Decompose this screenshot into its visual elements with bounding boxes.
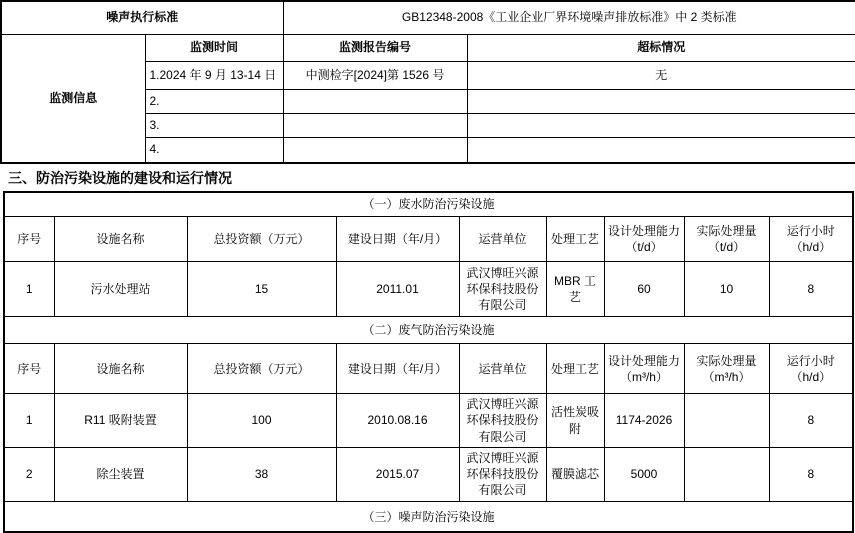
cell-process: 覆膜滤芯 (546, 447, 604, 501)
monitoring-report-cell (283, 137, 467, 163)
monitoring-time-header: 监测时间 (145, 34, 283, 61)
cell-seq: 1 (4, 394, 54, 448)
col-header-process: 处理工艺 (546, 217, 604, 262)
cell-investment: 38 (187, 447, 336, 501)
water-header-row (4, 217, 853, 262)
col-header-investment: 总投资额（万元） (187, 217, 336, 262)
cell-actual-capacity (684, 394, 769, 448)
cell-run-hours: 8 (769, 447, 853, 501)
gas-band-row (4, 317, 853, 344)
cell-design-capacity: 60 (604, 262, 684, 317)
cell-facility-name: R11 吸附装置 (54, 394, 187, 448)
noise-band-title: （三）噪声防治污染设施 (4, 501, 853, 532)
cell-investment: 15 (187, 262, 336, 317)
cell-design-capacity: 5000 (604, 447, 684, 501)
exceed-status-cell (467, 89, 855, 113)
cell-operator: 武汉博旺兴源环保科技股份有限公司 (459, 394, 546, 448)
noise-band-row (4, 501, 853, 532)
col-header-actual-capacity: 实际处理量（m³/h） (684, 344, 769, 394)
monitoring-time-cell: 4. (145, 137, 283, 163)
col-header-build-date: 建设日期（年/月） (336, 217, 459, 262)
cell-process: MBR 工艺 (546, 262, 604, 317)
col-header-seq: 序号 (4, 217, 54, 262)
cell-actual-capacity: 10 (684, 262, 769, 317)
cell-operator: 武汉博旺兴源环保科技股份有限公司 (459, 447, 546, 501)
col-header-build-date: 建设日期（年/月） (336, 344, 459, 394)
monitoring-report-cell (283, 89, 467, 113)
cell-facility-name: 除尘装置 (54, 447, 187, 501)
cell-actual-capacity (684, 447, 769, 501)
noise-standard-label: 噪声执行标准 (1, 1, 283, 34)
cell-seq: 1 (4, 262, 54, 317)
cell-run-hours: 8 (769, 262, 853, 317)
col-header-actual-capacity: 实际处理量（t/d） (684, 217, 769, 262)
monitoring-time-cell: 3. (145, 113, 283, 137)
cell-facility-name: 污水处理站 (54, 262, 187, 317)
water-facility-row (4, 262, 853, 317)
noise-monitoring-table (0, 0, 855, 164)
gas-facility-row (4, 447, 853, 501)
monitoring-header-row (1, 34, 855, 61)
monitoring-time-cell: 1.2024 年 9 月 13-14 日 (145, 61, 283, 89)
col-header-seq: 序号 (4, 344, 54, 394)
cell-build-date: 2015.07 (336, 447, 459, 501)
col-header-run-hours: 运行小时（h/d） (769, 217, 853, 262)
monitoring-report-cell (283, 113, 467, 137)
col-header-operator: 运营单位 (459, 344, 546, 394)
section-title: 三、防治污染设施的建设和运行情况 (8, 170, 232, 186)
water-band-title: （一）废水防治污染设施 (4, 192, 853, 217)
exceed-status-cell (467, 113, 855, 137)
exceed-status-cell (467, 137, 855, 163)
col-header-design-capacity: 设计处理能力（t/d） (604, 217, 684, 262)
gas-band-title: （二）废气防治污染设施 (4, 317, 853, 344)
col-header-investment: 总投资额（万元） (187, 344, 336, 394)
cell-process: 活性炭吸附 (546, 394, 604, 448)
cell-run-hours: 8 (769, 394, 853, 448)
cell-operator: 武汉博旺兴源环保科技股份有限公司 (459, 262, 546, 317)
cell-seq: 2 (4, 447, 54, 501)
water-band-row (4, 192, 853, 217)
facilities-table (3, 191, 854, 533)
noise-standard-row (1, 1, 855, 34)
monitoring-report-cell: 中测检字[2024]第 1526 号 (283, 61, 467, 89)
col-header-facility-name: 设施名称 (54, 344, 187, 394)
cell-build-date: 2010.08.16 (336, 394, 459, 448)
exceed-status-header: 超标情况 (467, 34, 855, 61)
monitoring-time-cell: 2. (145, 89, 283, 113)
cell-build-date: 2011.01 (336, 262, 459, 317)
gas-facility-row (4, 394, 853, 448)
monitoring-report-header: 监测报告编号 (283, 34, 467, 61)
col-header-operator: 运营单位 (459, 217, 546, 262)
col-header-design-capacity: 设计处理能力（m³/h） (604, 344, 684, 394)
noise-standard-value: GB12348-2008《工业企业厂界环境噪声排放标准》中 2 类标准 (283, 1, 855, 34)
col-header-run-hours: 运行小时（h/d） (769, 344, 853, 394)
monitoring-info-label: 监测信息 (1, 34, 145, 163)
gas-header-row (4, 344, 853, 394)
col-header-process: 处理工艺 (546, 344, 604, 394)
exceed-status-cell: 无 (467, 61, 855, 89)
cell-investment: 100 (187, 394, 336, 448)
cell-design-capacity: 1174-2026 (604, 394, 684, 448)
col-header-facility-name: 设施名称 (54, 217, 187, 262)
